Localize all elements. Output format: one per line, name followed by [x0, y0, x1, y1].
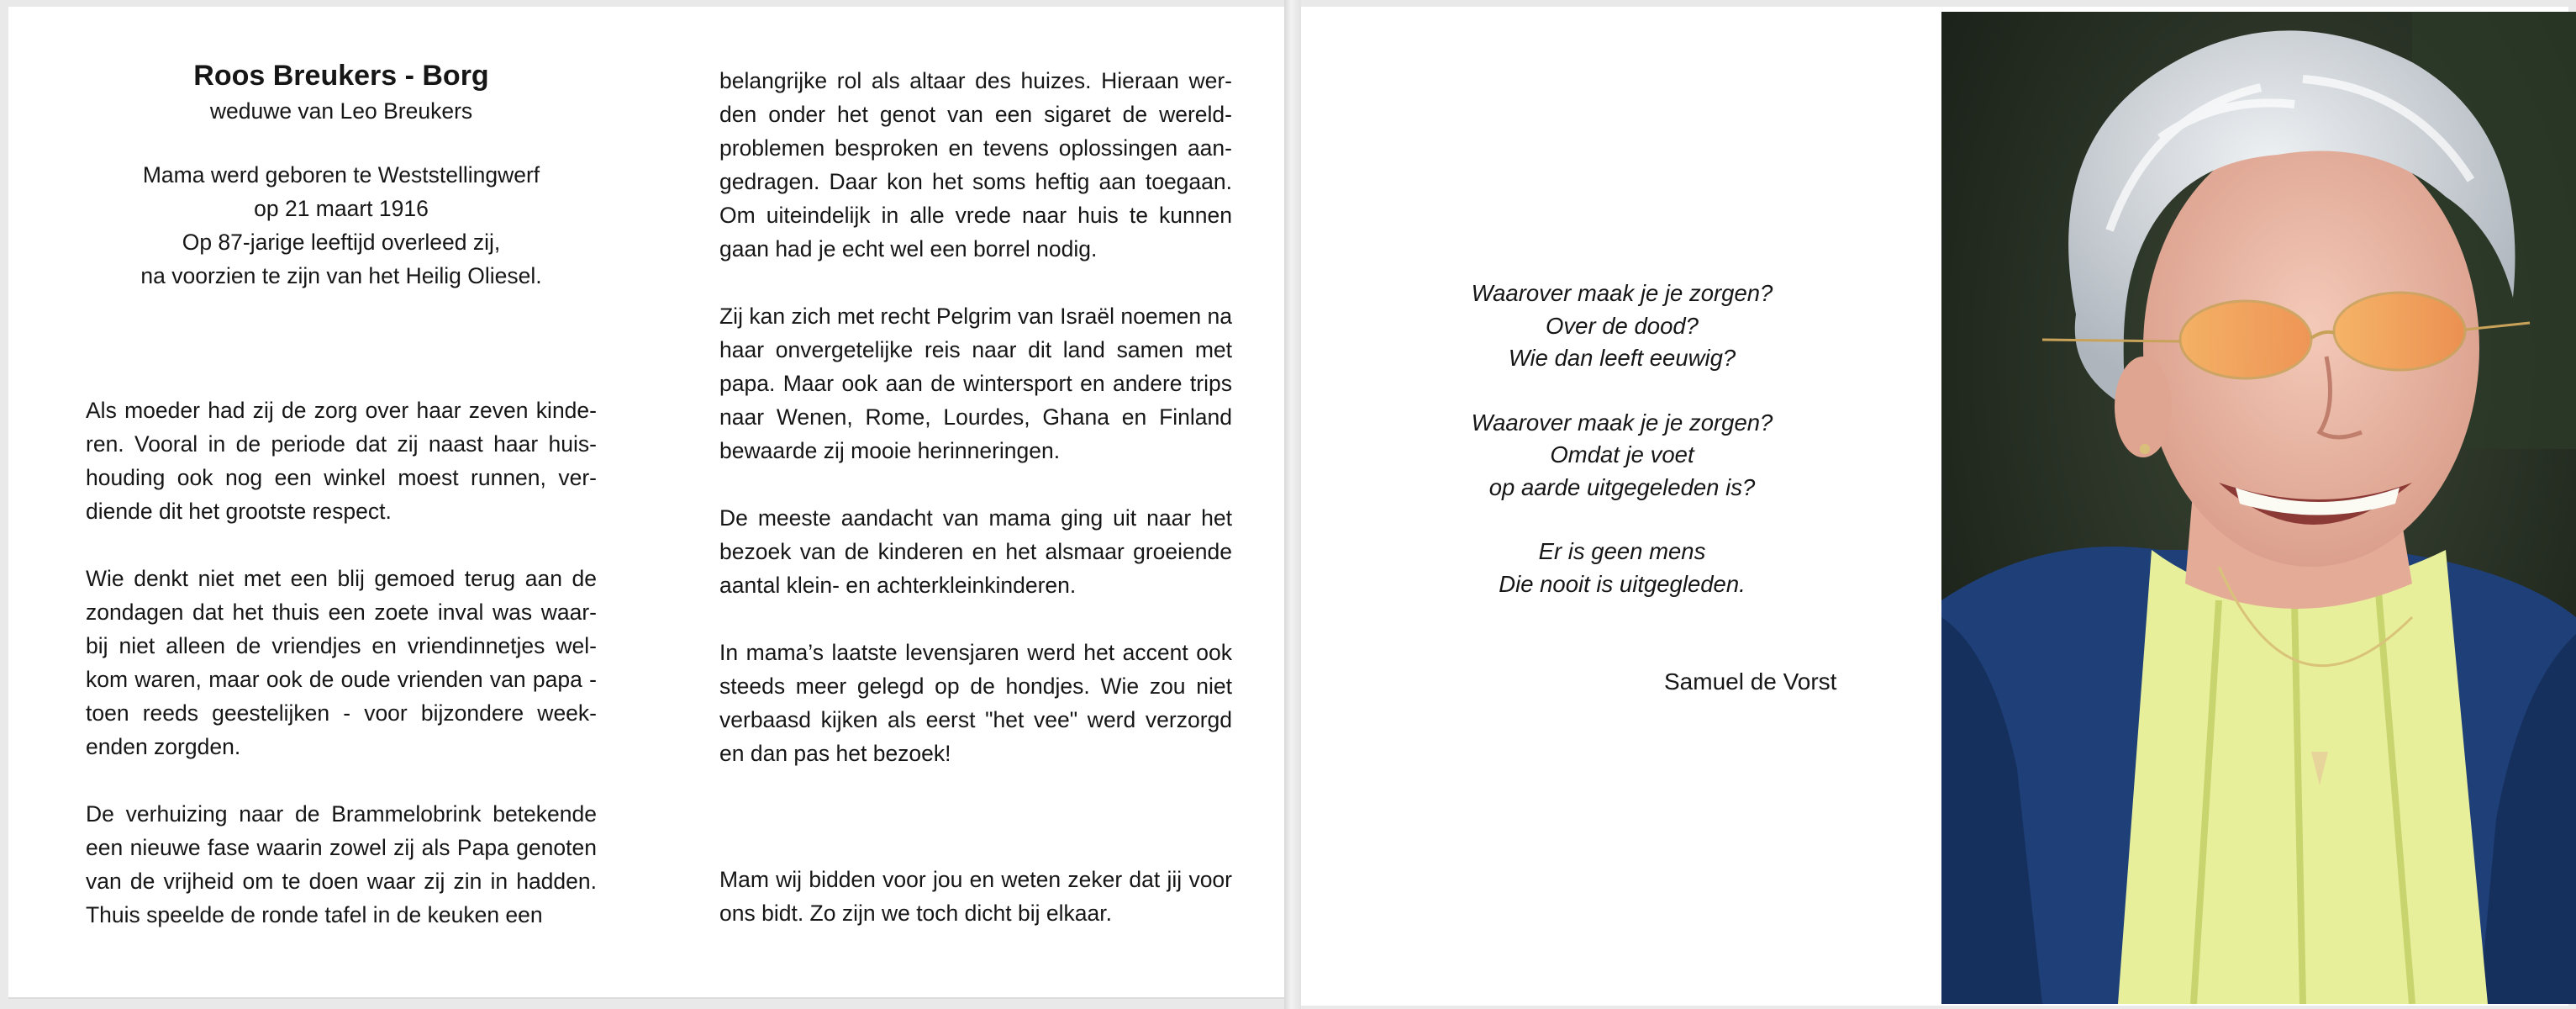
poem-line: Waarover maak je je zorgen?	[1471, 280, 1773, 306]
widow-subtitle: weduwe van Leo Breukers	[209, 98, 473, 124]
poem-stanza	[1412, 407, 1832, 504]
poem-line: Waarover maak je je zorgen?	[1471, 409, 1773, 436]
paragraph-children: Als moeder had zij de zorg over haar zeven kinde-ren. Vooral in de periode dat zij naast haar huis-houding ook nog een winkel moest runnen, ver-diende dit het grootste respect.	[86, 398, 597, 524]
birth-line: Op 87-jarige leeftijd overleed zij,	[182, 230, 501, 255]
poem-line: Er is geen mens	[1538, 538, 1706, 564]
poem-stanza	[1412, 277, 1832, 375]
poem-stanza	[1412, 536, 1832, 600]
poem-author: Samuel de Vorst	[1664, 668, 1837, 695]
paragraph-moving: De verhuizing naar de Brammelobrink betekende een nieuwe fase waarin zowel zij als Papa genoten van de vrijheid om te doen waar zij zin in hadden. Thuis speelde de ronde tafel in de keuken een	[86, 801, 597, 927]
deceased-name: Roos Breukers - Borg	[193, 60, 489, 92]
middle-text-column	[719, 64, 1232, 930]
paragraph-dogs: In mama’s laatste levensjaren werd het accent ook steeds meer gelegd op de hondjes. Wie zou niet verbaasd kijken als eerst "het vee" werd verzorgd en dan pas het bezoek!	[719, 640, 1232, 766]
left-card-spread	[8, 7, 1284, 997]
birth-line: op 21 maart 1916	[254, 196, 429, 221]
birth-info	[86, 158, 597, 293]
portrait-illustration	[1941, 12, 2576, 1004]
paragraph-grandchildren: De meeste aandacht van mama ging uit naar het bezoek van de kinderen en het alsmaar groeiende aantal klein- en achterkleinkinderen.	[719, 505, 1232, 598]
card-fold	[1284, 0, 1301, 1009]
portrait-photo	[1941, 12, 2576, 1004]
closing-prayer: Mam wij bidden voor jou en weten zeker dat jij voor ons bidt. Zo zijn we toch dicht bij elkaar.	[719, 867, 1232, 926]
left-text-column	[86, 57, 597, 932]
paragraph-travels: Zij kan zich met recht Pelgrim van Israël noemen na haar onvergetelijke reis naar dit land samen met papa. Maar ook aan de wintersport en andere trips naar Wenen, Rome, Lourdes, Ghana en Finland bewaarde zij mooie herinneringen.	[719, 304, 1232, 463]
poem-line: Over de dood?	[1546, 312, 1699, 339]
poem	[1412, 277, 1832, 632]
poem-line: Wie dan leeft eeuwig?	[1508, 345, 1736, 371]
poem-line: Die nooit is uitgegleden.	[1499, 570, 1746, 597]
paragraph-kitchen-table: belangrijke rol als altaar des huizes. Hieraan wer-den onder het genot van een sigaret de wereld-problemen besproken en tevens oplossingen aan-gedragen. Daar kon het soms heftig aan toegaan. Om uiteindelijk in alle vrede naar huis te kunnen gaan had je echt wel een borrel nodig.	[719, 68, 1232, 261]
paragraph-sundays: Wie denkt niet met een blij gemoed terug aan de zondagen dat het thuis een zoete inval was waar-bij niet alleen de vriendjes en vriendinnetjes wel-kom waren, maar ook de oude vrienden van papa - toen reeds geestelijken - voor bijzondere week-enden zorgden.	[86, 566, 597, 759]
birth-line: na voorzien te zijn van het Heilig Oliesel.	[140, 263, 542, 288]
poem-line: Omdat je voet	[1550, 441, 1694, 468]
poem-line: op aarde uitgegeleden is?	[1488, 473, 1756, 500]
birth-line: Mama werd geboren te Weststellingwerf	[142, 162, 540, 188]
